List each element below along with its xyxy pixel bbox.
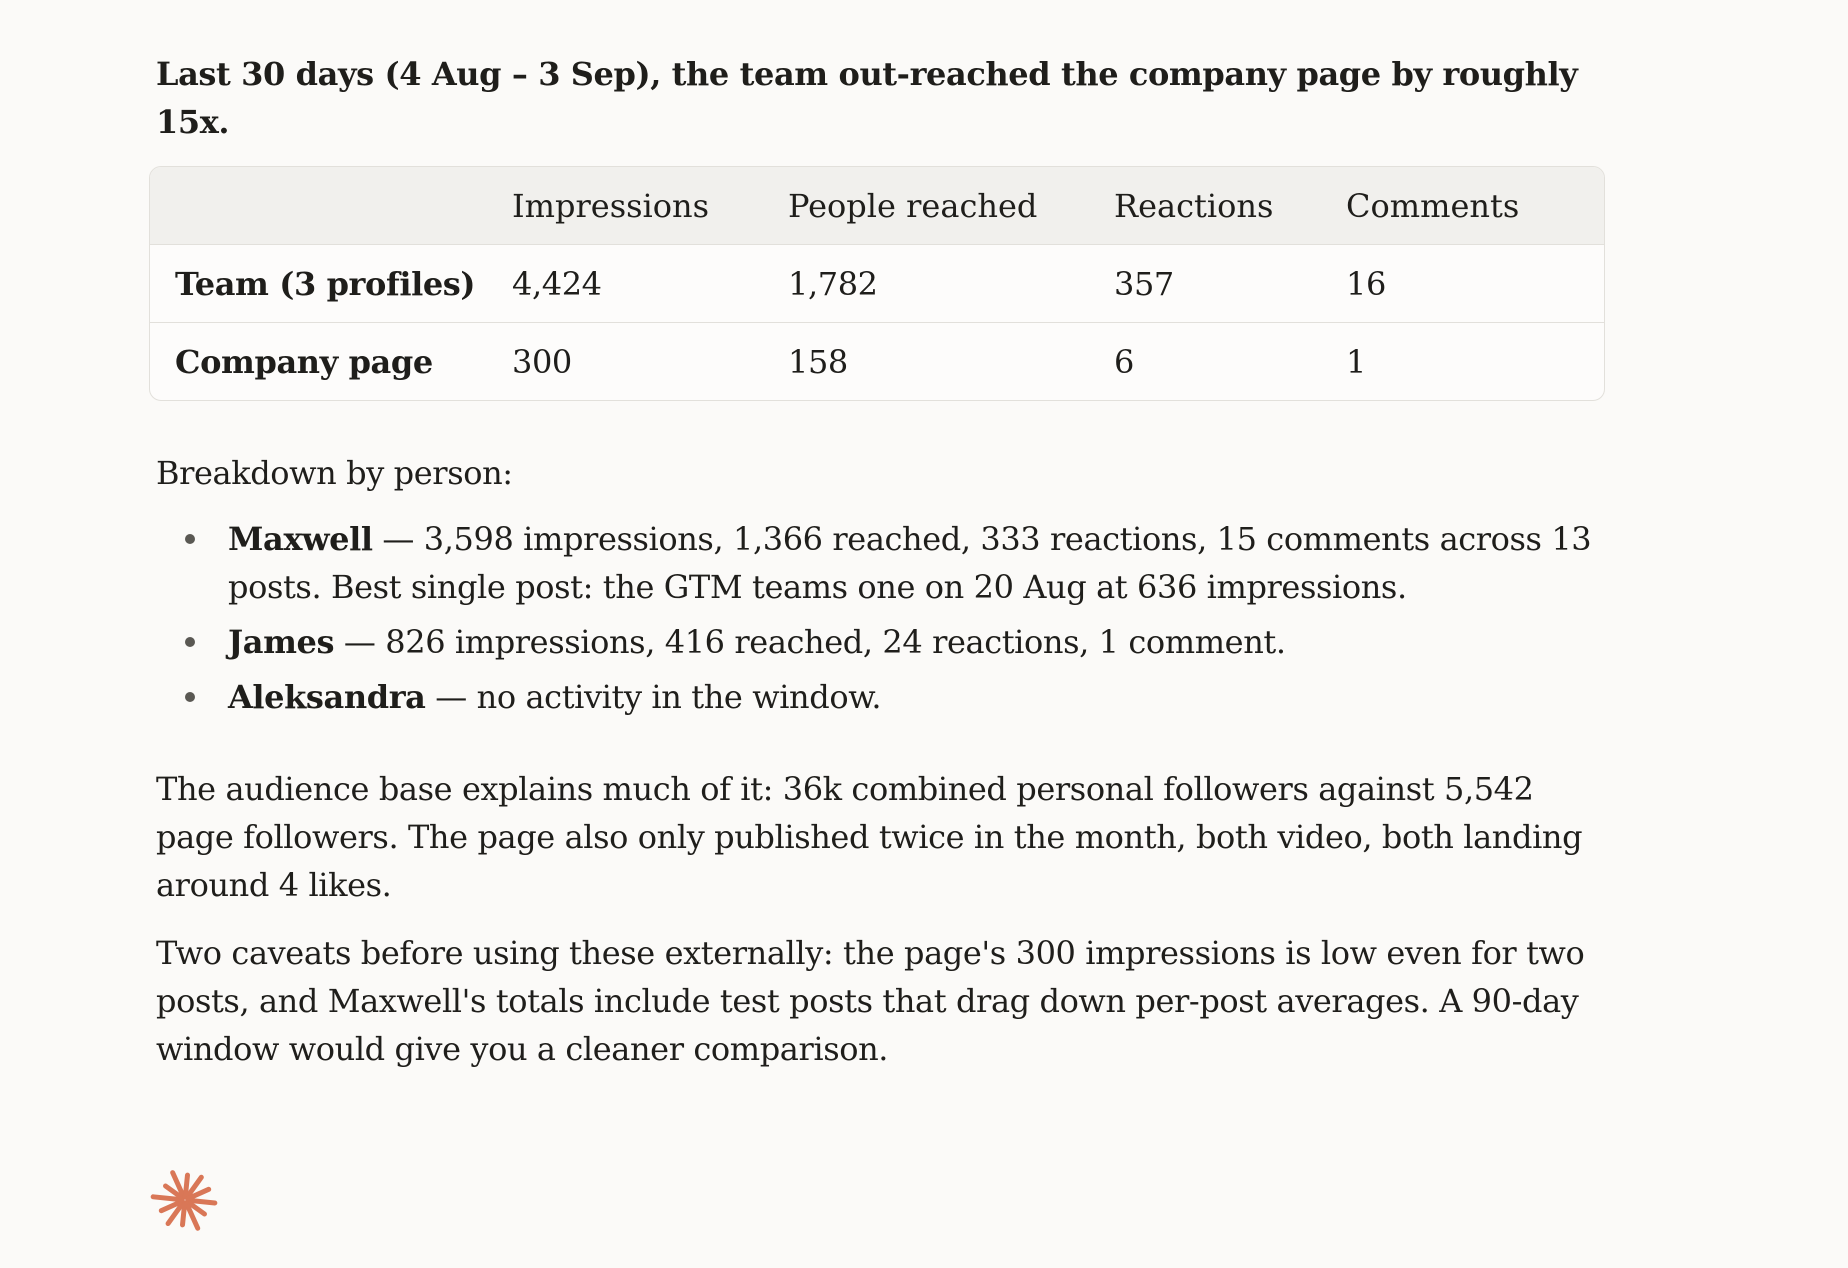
summary-headline: Last 30 days (4 Aug – 3 Sep), the team out-reached the company page by roughly 15x.	[156, 55, 1578, 141]
table-header-comments: Comments	[1346, 167, 1604, 245]
table-header-blank	[150, 167, 512, 245]
table-row	[150, 245, 1604, 323]
row-label: Company page	[150, 323, 512, 401]
impressions-cell: 4,424	[512, 264, 602, 303]
person-name: Aleksandra	[228, 678, 426, 716]
message-content	[156, 50, 1606, 1073]
audience-paragraph: The audience base explains much of it: 36k combined personal followers against 5,542 page followers. The page also only published twice in the month, both video, both landing around 4 likes.	[156, 770, 1583, 904]
impressions-cell: 300	[512, 323, 788, 401]
caveats-paragraph: Two caveats before using these externally: the page's 300 impressions is low even for two posts, and Maxwell's totals include test posts that drag down per-post averages. A 90-day window would give you a cleaner comparison.	[156, 934, 1585, 1068]
list-item	[156, 673, 1606, 721]
table-row	[150, 323, 1604, 401]
comments-cell: 16	[1346, 264, 1386, 303]
bullet-icon	[185, 534, 195, 544]
person-details: — 3,598 impressions, 1,366 reached, 333 reactions, 15 comments across 13 posts. Best single post: the GTM teams one on 20 Aug at 636 impressions.	[228, 520, 1592, 606]
person-name: Maxwell	[228, 520, 373, 558]
reached-cell: 158	[788, 323, 1114, 401]
list-item	[156, 515, 1606, 611]
reactions-cell: 6	[1114, 323, 1346, 401]
table-header-people-reached: People reached	[788, 167, 1114, 245]
table-header-reactions: Reactions	[1114, 167, 1346, 245]
comments-cell: 1	[1346, 323, 1604, 401]
person-breakdown-list	[156, 515, 1606, 721]
breakdown-title: Breakdown by person:	[156, 454, 513, 492]
bullet-icon	[185, 637, 195, 647]
list-item	[156, 618, 1606, 666]
row-label: Team (3 profiles)	[175, 264, 476, 303]
bullet-icon	[185, 692, 195, 702]
table-header-impressions: Impressions	[512, 167, 788, 245]
comparison-table	[149, 166, 1605, 401]
table-header-row	[150, 167, 1604, 245]
person-details: — no activity in the window.	[425, 678, 882, 716]
comparison-table-grid	[150, 167, 1604, 400]
reactions-cell: 357	[1114, 264, 1174, 303]
person-name: James	[228, 623, 335, 661]
reached-cell: 1,782	[788, 264, 878, 303]
sparkle-asterisk-icon	[150, 1165, 220, 1235]
person-details: — 826 impressions, 416 reached, 24 reactions, 1 comment.	[334, 623, 1286, 661]
